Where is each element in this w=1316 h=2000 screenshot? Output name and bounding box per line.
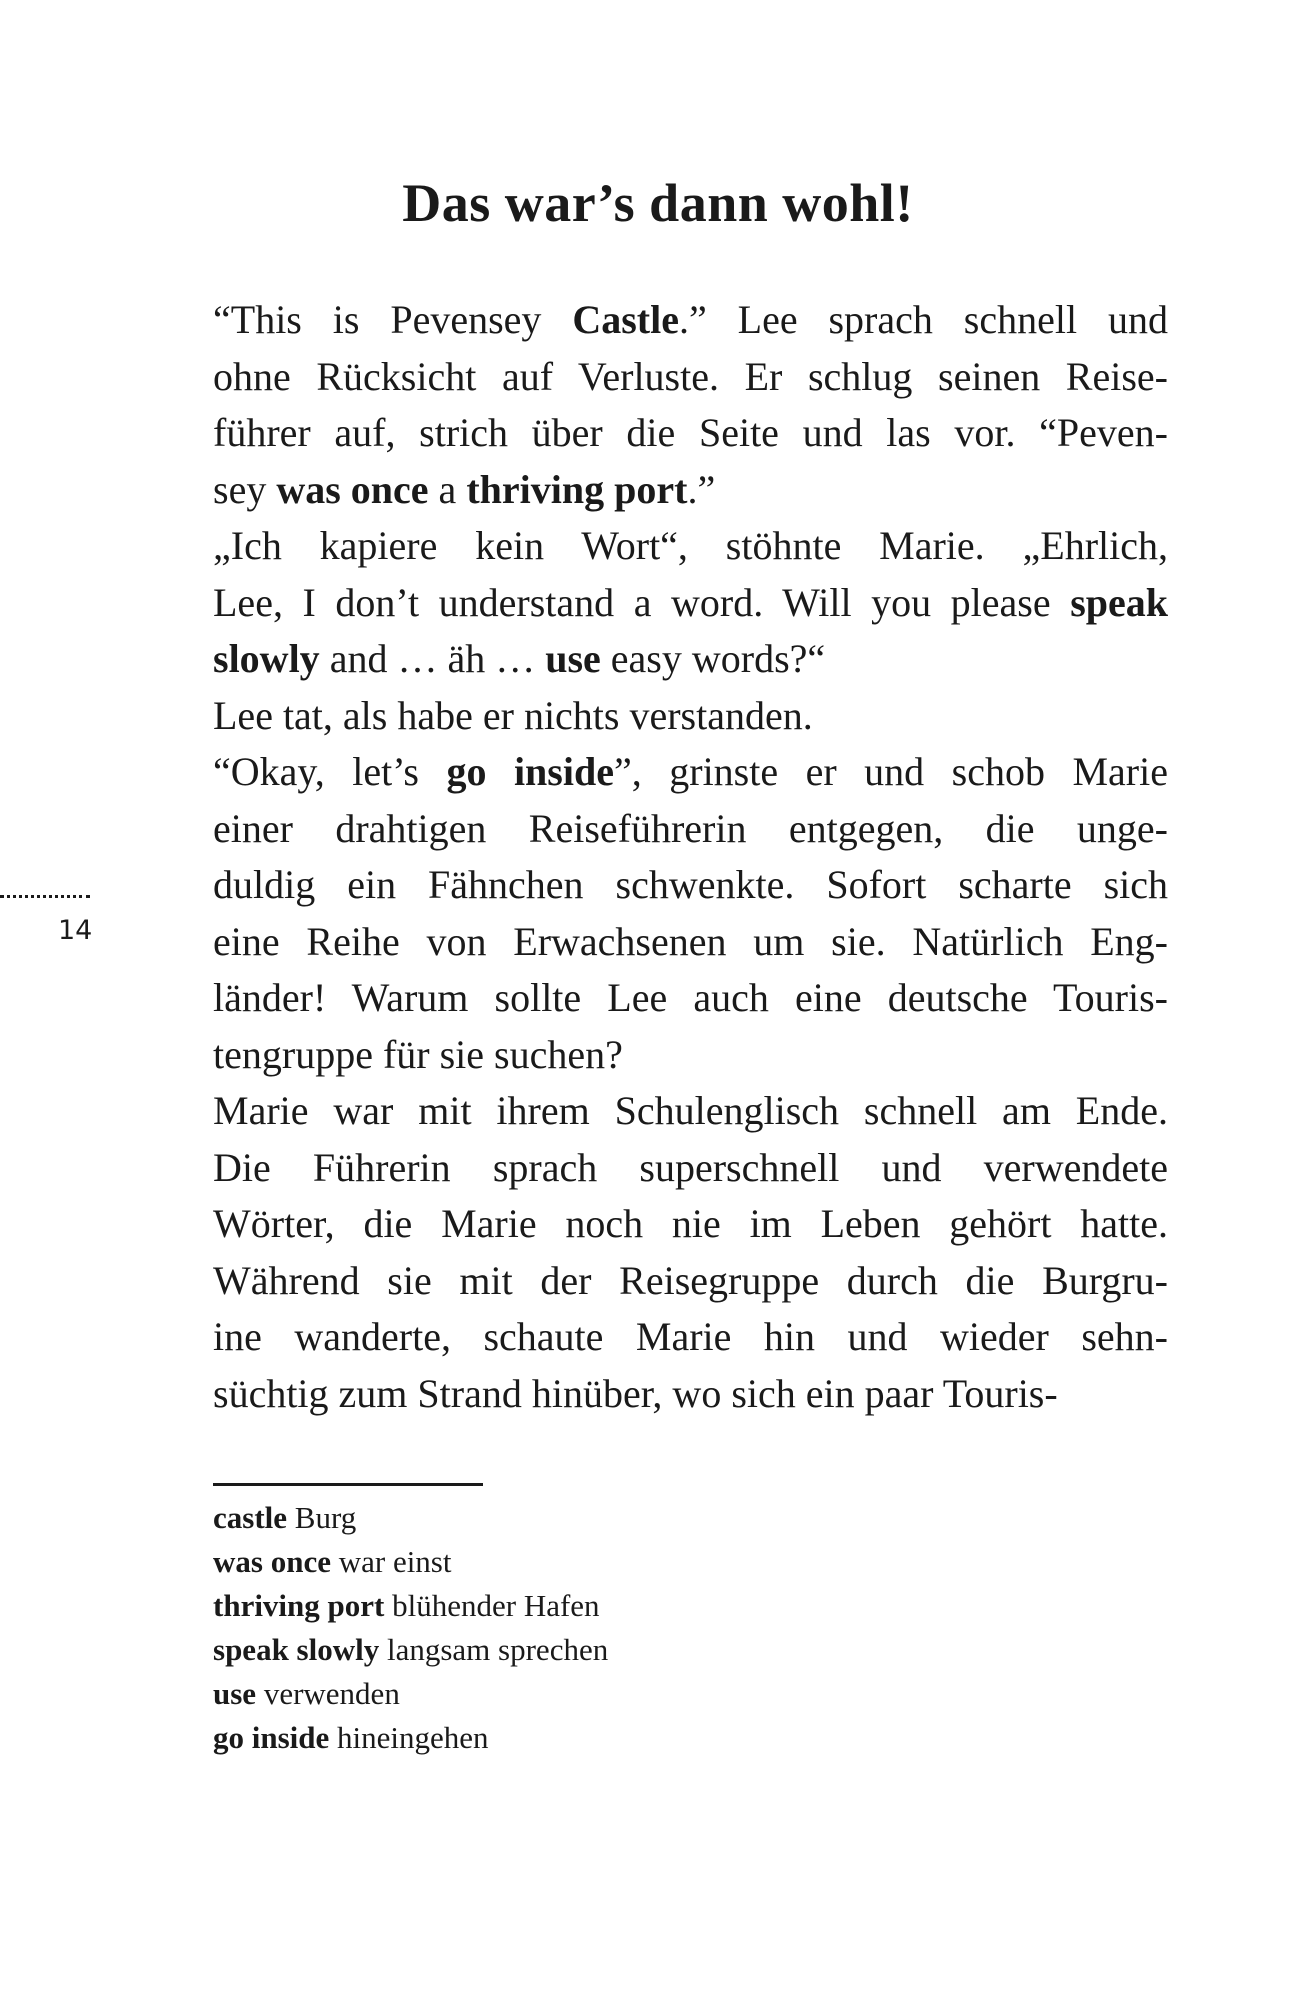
glossary-translation: langsam sprechen bbox=[386, 1632, 609, 1667]
text-line bbox=[213, 801, 1168, 858]
vocab-highlight: speak bbox=[1070, 579, 1168, 625]
glossary-translation: blühender Hafen bbox=[392, 1588, 600, 1623]
dotted-leader bbox=[0, 895, 90, 898]
glossary-entry bbox=[213, 1540, 608, 1584]
text-segment: easy words?“ bbox=[600, 636, 826, 681]
text-line bbox=[213, 405, 1168, 462]
glossary-entry bbox=[213, 1716, 608, 1760]
text-segment: Wörter, die Marie noch nie im Leben gehört hatte. bbox=[213, 1201, 1168, 1246]
page-number: 14 bbox=[58, 915, 93, 946]
text-segment: sey bbox=[213, 466, 277, 512]
vocab-highlight: slowly bbox=[213, 636, 320, 681]
text-line bbox=[213, 914, 1168, 971]
glossary-translation: war einst bbox=[338, 1544, 452, 1579]
text-segment: “Okay, let’s bbox=[213, 749, 447, 794]
glossary-term: speak slowly bbox=[213, 1632, 380, 1667]
text-segment: süchtig zum Strand hinüber, wo sich ein paar Touris- bbox=[213, 1370, 1058, 1416]
glossary-term: go inside bbox=[213, 1720, 330, 1755]
text-segment: tengruppe für sie suchen? bbox=[213, 1031, 623, 1077]
text-segment: einer drahtigen Reiseführerin entgegen, die unge- bbox=[213, 805, 1168, 851]
page-number-marker bbox=[0, 895, 95, 946]
glossary-entry bbox=[213, 1496, 608, 1540]
glossary-term: was once bbox=[213, 1544, 331, 1579]
text-segment: ”, grinste er und schob Marie bbox=[614, 749, 1168, 794]
text-segment: .” bbox=[687, 466, 716, 512]
vocab-highlight: use bbox=[545, 636, 601, 681]
text-segment: führer auf, strich über die Seite und las vor. “Peven- bbox=[213, 410, 1168, 455]
text-segment: „Ich kapiere kein Wort“, stöhnte Marie. „Ehrlich, bbox=[213, 523, 1168, 568]
text-line bbox=[213, 744, 1168, 801]
text-line bbox=[213, 575, 1168, 632]
text-line bbox=[213, 857, 1168, 914]
page-title: Das war’s dann wohl! bbox=[402, 173, 914, 233]
text-segment: duldig ein Fähnchen schwenkte. Sofort scharte sich bbox=[213, 862, 1168, 907]
glossary-term: use bbox=[213, 1676, 257, 1711]
text-line bbox=[213, 631, 1168, 688]
glossary-entry bbox=[213, 1584, 608, 1628]
text-segment: länder! Warum sollte Lee auch eine deutsche Touris- bbox=[213, 975, 1168, 1020]
text-segment: ohne Rücksicht auf Verluste. Er schlug seinen Reise- bbox=[213, 353, 1168, 399]
text-segment: “This is Pevensey bbox=[213, 297, 573, 342]
text-line bbox=[213, 688, 1168, 745]
text-segment: Während sie mit der Reisegruppe durch die Burgru- bbox=[213, 1257, 1168, 1303]
vocab-highlight: Castle bbox=[572, 297, 679, 342]
glossary-translation: Burg bbox=[294, 1500, 357, 1535]
text-segment: Lee, I don’t understand a word. Will you please bbox=[213, 579, 1071, 625]
text-line bbox=[213, 1196, 1168, 1253]
footnote-rule bbox=[213, 1483, 483, 1486]
text-line bbox=[213, 1253, 1168, 1310]
glossary-entry bbox=[213, 1672, 608, 1716]
glossary-entry bbox=[213, 1628, 608, 1672]
text-line bbox=[213, 1309, 1168, 1366]
text-segment: and … äh … bbox=[319, 636, 546, 681]
text-segment: Lee tat, als habe er nichts verstanden. bbox=[213, 692, 813, 738]
text-segment: eine Reihe von Erwachsenen um sie. Natürlich Eng- bbox=[213, 918, 1168, 964]
text-line bbox=[213, 1366, 1168, 1423]
glossary bbox=[213, 1496, 608, 1760]
text-line bbox=[213, 1140, 1168, 1197]
text-line bbox=[213, 518, 1168, 575]
vocab-highlight: go inside bbox=[446, 749, 614, 794]
text-line bbox=[213, 292, 1168, 349]
glossary-translation: verwenden bbox=[263, 1676, 400, 1711]
text-line bbox=[213, 970, 1168, 1027]
text-segment: Die Führerin sprach superschnell und verwendete bbox=[213, 1144, 1168, 1190]
text-segment: Marie war mit ihrem Schulenglisch schnell am Ende. bbox=[213, 1088, 1168, 1133]
text-segment: ine wanderte, schaute Marie hin und wieder sehn- bbox=[213, 1314, 1168, 1359]
text-line bbox=[213, 462, 1168, 519]
vocab-highlight: was once bbox=[276, 466, 429, 512]
vocab-highlight: thriving port bbox=[466, 466, 688, 512]
glossary-term: castle bbox=[213, 1500, 288, 1535]
glossary-term: thriving port bbox=[213, 1588, 385, 1623]
glossary-translation: hineingehen bbox=[337, 1720, 489, 1755]
text-line bbox=[213, 349, 1168, 406]
text-line bbox=[213, 1083, 1168, 1140]
text-segment: .” Lee sprach schnell und bbox=[678, 297, 1168, 342]
text-line bbox=[213, 1027, 1168, 1084]
text-segment: a bbox=[428, 466, 467, 512]
body-text bbox=[213, 292, 1168, 1422]
